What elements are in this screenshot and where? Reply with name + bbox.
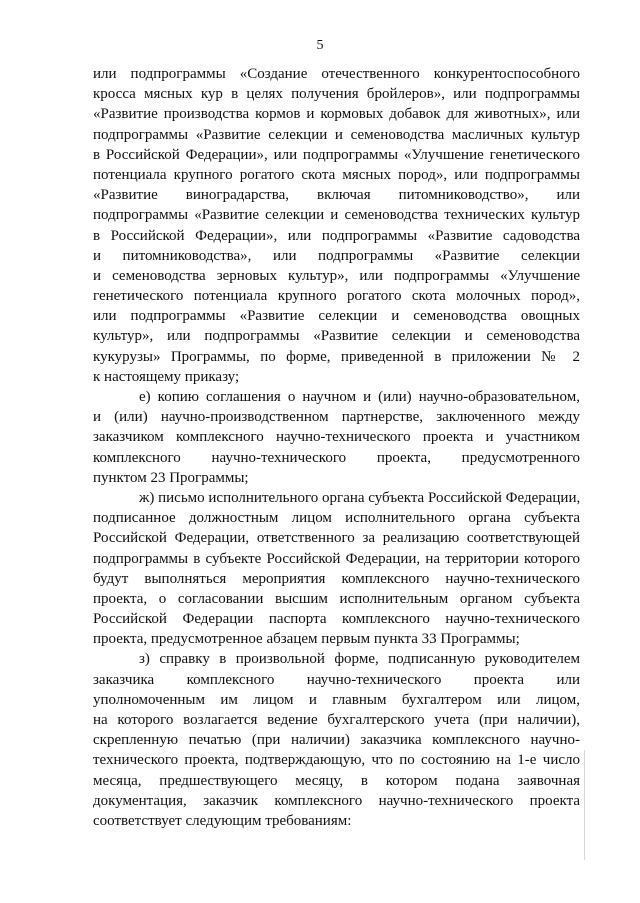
text-line: и питомниководства», или подпрограммы «Развитие селекции	[93, 247, 580, 264]
text-line: пунктом 23 Программы;	[93, 469, 249, 486]
text-line: генетического потенциала крупного рогатого скота молочных пород»,	[93, 288, 580, 305]
scan-edge-mark	[584, 750, 585, 860]
text-line: кукурузы» Программы, по форме, приведенной в приложении № 2	[93, 348, 580, 365]
text-line: проекта, о согласовании высшим исполнительным органом субъекта	[93, 590, 580, 607]
text-line: и семеноводства зерновых культур», или подпрограммы «Улучшение	[93, 267, 580, 284]
text-line: культур», или подпрограммы «Развитие селекции и семеноводства	[93, 328, 580, 345]
text-line: е) копию соглашения о научном и (или) научно-образовательном,	[139, 389, 580, 405]
text-line: или подпрограммы «Создание отечественного конкурентоспособного	[93, 66, 580, 82]
document-body	[93, 64, 580, 831]
text-line: на которого возлагается ведение бухгалтерского учета (при наличии),	[93, 712, 580, 728]
text-line: Российской Федерации паспорта комплексного научно-технического	[93, 611, 580, 628]
page-number: 5	[316, 38, 324, 53]
text-line: и (или) научно-производственном партнерстве, заключенного между	[93, 409, 580, 426]
text-line: к настоящему приказу;	[93, 368, 240, 385]
text-line: документация, заказчик комплексного научно-технического проекта	[93, 792, 580, 809]
text-line: будут выполняться мероприятия комплексного научно-технического	[93, 570, 580, 587]
text-line: заказчиком комплексного научно-технического проекта и участником	[93, 429, 580, 446]
text-line: «Развитие виноградарства, включая питомниководство», или	[93, 187, 580, 204]
text-line: потенциала крупного рогатого скота мясных пород», или подпрограммы	[93, 166, 580, 183]
text-line: подписанное должностным лицом исполнительного органа субъекта	[93, 510, 580, 527]
text-line: кросса мясных кур в целях получения бройлеров», или подпрограммы	[93, 86, 580, 103]
text-line: комплексного научно-технического проекта, предусмотренного	[93, 449, 580, 466]
text-line: подпрограммы «Развитие селекции и семеноводства масличных культур	[93, 126, 580, 143]
text-line: в Российской Федерации», или подпрограммы «Развитие садоводства	[93, 227, 580, 244]
text-line: ж) письмо исполнительного органа субъекта Российской Федерации,	[139, 489, 580, 506]
text-line: подпрограммы в субъекте Российской Федерации, на территории которого	[93, 550, 580, 567]
text-line: технического проекта, подтверждающую, что по состоянию на 1-е число	[93, 752, 580, 769]
text-line: соответствует следующим требованиям:	[93, 812, 352, 829]
text-line: заказчика комплексного научно-технического проекта или	[93, 671, 580, 688]
text-line: месяца, предшествующего месяцу, в котором подана заявочная	[93, 772, 580, 789]
text-line: в Российской Федерации», или подпрограммы «Улучшение генетического	[93, 146, 580, 163]
text-line: или подпрограммы «Развитие селекции и семеноводства овощных	[93, 308, 580, 325]
text-line: «Развитие производства кормов и кормовых добавок для животных», или	[93, 106, 580, 123]
text-line: уполномоченным им лицом и главным бухгалтером или лицом,	[93, 691, 580, 708]
text-line: скрепленную печатью (при наличии) заказчика комплексного научно-	[93, 732, 580, 749]
text-line: проекта, предусмотренное абзацем первым пункта 33 Программы;	[93, 631, 520, 648]
text-line: Российской Федерации, ответственного за реализацию соответствующей	[93, 530, 580, 547]
text-line: з) справку в произвольной форме, подписанную руководителем	[139, 651, 580, 668]
text-line: подпрограммы «Развитие селекции и семеноводства технических культур	[93, 207, 580, 224]
